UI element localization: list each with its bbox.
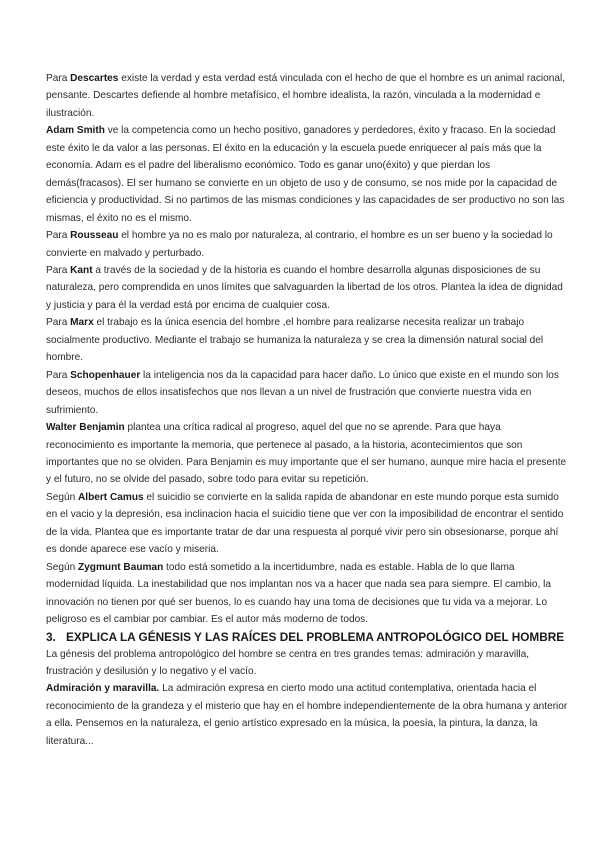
- section-number: 3.: [46, 629, 56, 644]
- section-intro: La génesis del problema antropológico del hombre se centra en tres grandes temas: admiración y maravilla, frustración y desilusión y lo negativo y el vacío.: [46, 648, 530, 677]
- paragraph-marx: Para Marx el trabajo es la única esencia del hombre ,el hombre para realizarse necesita realizar un trabajo socialmente productivo. Mediante el trabajo se humaniza la naturaleza y se crea la dimensión natural social del hombre.: [46, 317, 544, 364]
- author-name: Adam Smith: [46, 125, 105, 137]
- author-name: Albert Camus: [78, 491, 144, 503]
- author-name: Marx: [70, 317, 94, 329]
- author-name: Kant: [70, 264, 93, 276]
- author-name: Rousseau: [70, 230, 119, 242]
- section-title: EXPLICA LA GÉNESIS Y LAS RAÍCES DEL PROBLEMA ANTROPOLÓGICO DEL HOMBRE: [66, 629, 565, 644]
- section-heading: [46, 629, 570, 646]
- author-name: Descartes: [70, 73, 119, 84]
- document-page: [46, 70, 570, 750]
- paragraph-walter-benjamin: Walter Benjamin plantea una crítica radical al progreso, aquel del que no se aprende. Para que haya reconocimiento es importante la memoria, que pertenece al pasado, a la historia, acontecimientos que son importantes que no se olviden. Para Benjamin es muy importante que el ser humano, aunque mire hacia el presente y el futuro, no se olvide del pasado, sobre todo para evitar su repetición.: [46, 422, 567, 486]
- author-name: Schopenhauer: [70, 369, 141, 381]
- paragraph-adam-smith: Adam Smith ve la competencia como un hecho positivo, ganadores y perdedores, éxito y fracaso. En la sociedad este éxito le da valor a las personas. El éxito en la educación y la escuela puede enriquecer al país más que la economía. Adam es el padre del liberalismo económico. Todo es ganar uno(éxito) y que pierdan los demás(fracasos). El ser humano se convierte en un objeto de uso y de consumo, se nos mide por la capacidad de eficiencia y productividad. Si no partimos de las mismas condiciones y las capacidades de ser productivo no son las mismas, el éxito no es el mismo.: [46, 125, 565, 224]
- author-name: Zygmunt Bauman: [78, 561, 164, 573]
- author-name: Walter Benjamin: [46, 422, 125, 434]
- paragraph-admiracion: Admiración y maravilla. La admiración expresa en cierto modo una actitud contemplativa, orientada hacia el reconocimiento de la grandeza y el misterio que hay en el hombre independientemente de la obra humana y anterior a ella. Pensemos en la naturaleza, el genio artístico expresado en la música, la poesía, la pintura, la danza, la literatura...: [46, 683, 568, 747]
- paragraph-zygmunt-bauman: Según Zygmunt Bauman todo está sometido a la incertidumbre, nada es estable. Habla de lo que llama modernidad líquida. La inestabilidad que nos implantan nos va a hacer que nada sea para siempre. El cambio, la innovación no tienen por qué ser buenos, lo es cuando hay una toma de decisiones que tu vida va a mejorar. Lo peligroso es el cambiar por cambiar. Es el autor más moderno de todos.: [46, 561, 552, 626]
- paragraph-schopenhauer: Para Schopenhauer la inteligencia nos da la capacidad para hacer daño. Lo único que existe en el mundo son los deseos, muchos de ellos insatisfechos que nos llevan a un nivel de frustración que convierte nuestra vida en sufrimiento.: [46, 369, 559, 416]
- paragraph-albert-camus: Según Albert Camus el suicidio se convierte en la salida rapida de abandonar en este mundo porque esta sumido en el vacio y la depresión, esa inclinacion hacia el suicidio tiene que ver con la imposibilidad de encontrar el sentido de la vida. Plantea que es importante tratar de dar una respuesta al porqué vivir pero sin obsesionarse, porque ahí es donde aparece ese vacío y miseria.: [46, 491, 564, 556]
- subsection-label: Admiración y maravilla.: [46, 683, 160, 695]
- paragraph-descartes: Para Descartes existe la verdad y esta verdad está vinculada con el hecho de que el hombre es un animal racional, pensante. Descartes defiende al hombre metafísico, el hombre idealista, la razón, vinculada a la modernidad e ilustración.: [46, 73, 566, 119]
- paragraph-kant: Para Kant a través de la sociedad y de la historia es cuando el hombre desarrolla algunas disposiciones de su naturaleza, pero comprendida en unos límites que salvaguarden la libertad de los otros. Plantea la idea de dignidad y justicia y para él la verdad está por encima de cualquier cosa.: [46, 264, 563, 311]
- paragraph-rousseau: Para Rousseau el hombre ya no es malo por naturaleza, al contrario, el hombre es un ser bueno y la sociedad lo convierte en malvado y perturbado.: [46, 230, 553, 259]
